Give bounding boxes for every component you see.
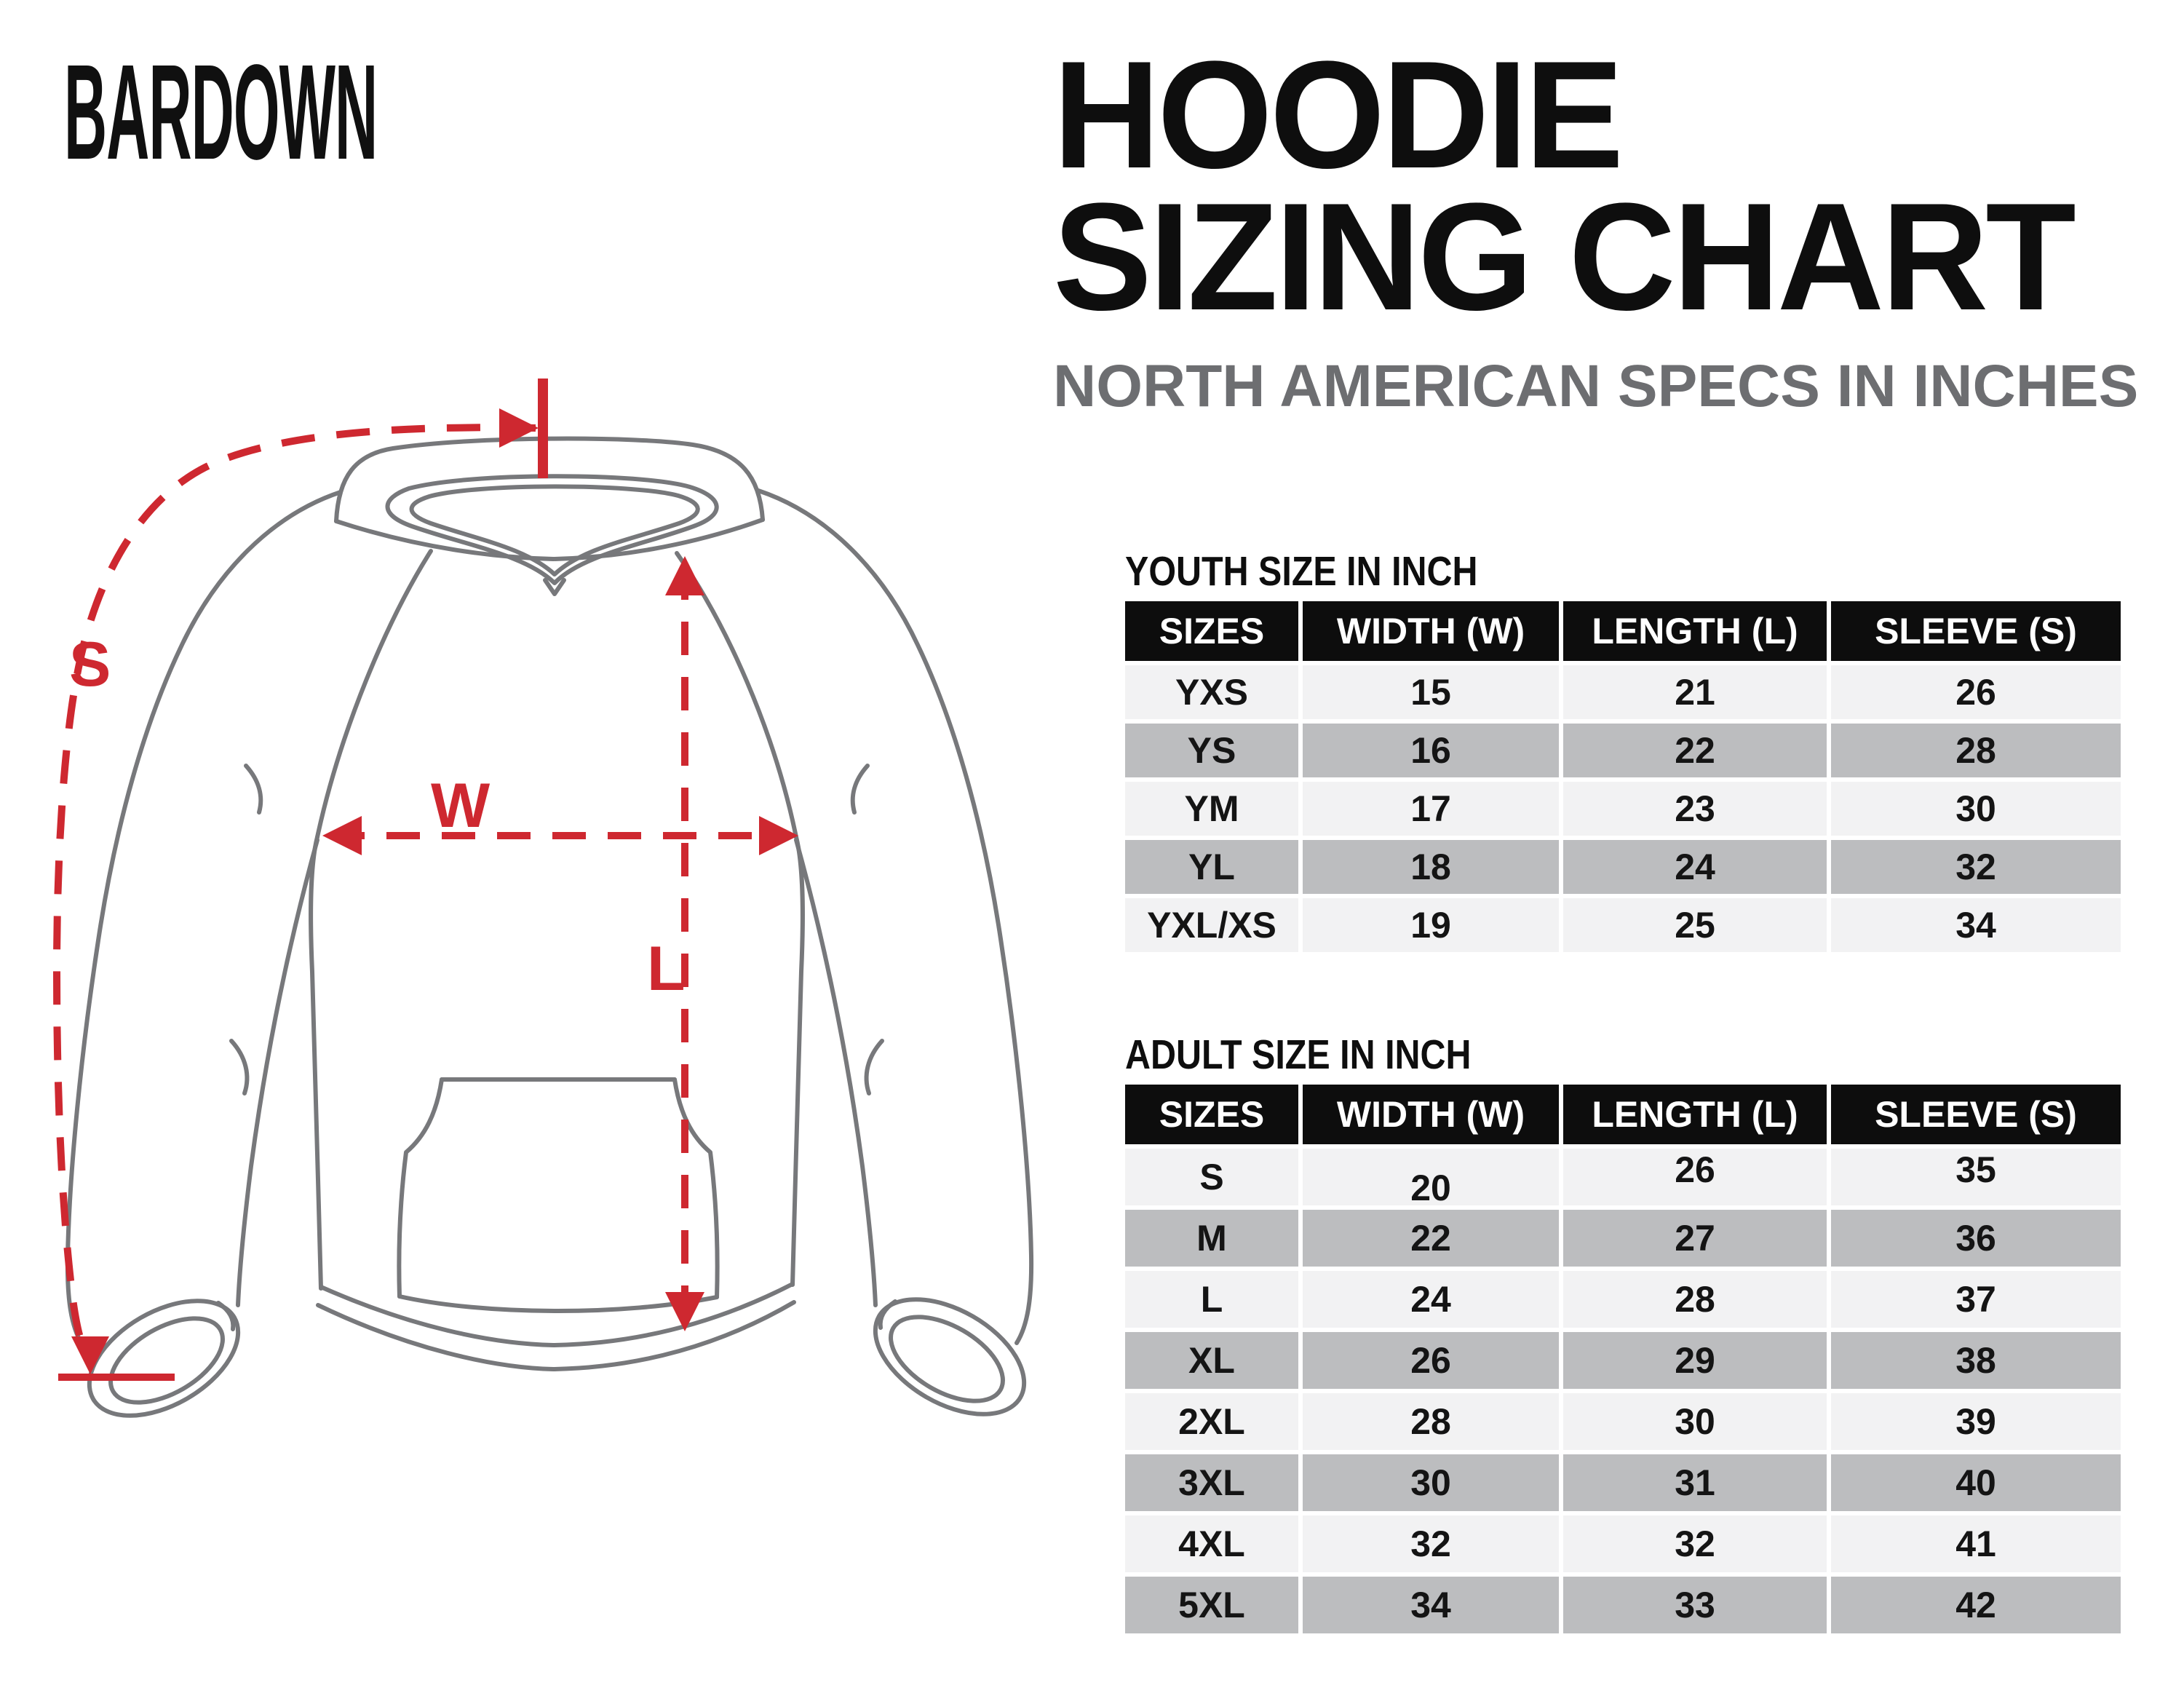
size-cell: L [1125,1271,1298,1328]
table-row [1125,1271,2121,1328]
width-cell: 24 [1303,1271,1559,1328]
table-row [1125,1393,2121,1450]
length-cell: 32 [1563,1515,1827,1572]
table-header-row [1125,601,2121,661]
adult-size-table [1121,1080,2125,1638]
sleeve-arrow-right-icon [499,408,539,448]
page-title-line1: HOODIE [1053,29,1621,200]
sleeve-cell: 37 [1831,1271,2121,1328]
size-cell: YXL/XS [1125,898,1298,952]
sleeve-cell [1831,1149,2121,1205]
width-value: 20 [1410,1168,1451,1208]
size-cell: 5XL [1125,1577,1298,1633]
width-cell: 28 [1303,1393,1559,1450]
header-length: LENGTH (L) [1563,601,1827,661]
length-cell: 30 [1563,1393,1827,1450]
sleeve-label: S [69,630,111,700]
sleeve-cell: 36 [1831,1210,2121,1267]
bardown-logo: BARDOWN [64,37,378,188]
size-cell: 4XL [1125,1515,1298,1572]
width-label: W [431,771,491,841]
length-arrow-down-icon [665,1292,704,1331]
width-cell [1303,1149,1559,1208]
table-row [1125,1210,2121,1267]
length-label: L [647,934,686,1004]
width-cell: 16 [1303,724,1559,777]
table-row [1125,898,2121,952]
width-cell: 34 [1303,1577,1559,1633]
length-cell: 28 [1563,1271,1827,1328]
hoodie-diagram [0,0,1092,1499]
size-cell: YXS [1125,665,1298,719]
length-cell [1563,1149,1827,1205]
header-sizes: SIZES [1125,601,1298,661]
width-cell: 30 [1303,1454,1559,1511]
sleeve-cell: 39 [1831,1393,2121,1450]
page-subtitle: NORTH AMERICAN SPECS IN INCHES [1053,353,2139,419]
table-header-row [1125,1085,2121,1144]
width-cell: 26 [1303,1332,1559,1389]
length-cell: 29 [1563,1332,1827,1389]
sleeve-cell: 26 [1831,665,2121,719]
length-cell: 23 [1563,782,1827,836]
table-row [1125,840,2121,894]
sleeve-cell: 32 [1831,840,2121,894]
length-cell: 24 [1563,840,1827,894]
sleeve-measure-line [57,427,536,1355]
width-arrow-left-icon [322,816,362,855]
length-cell: 21 [1563,665,1827,719]
size-cell: S [1125,1149,1298,1205]
width-cell: 18 [1303,840,1559,894]
length-cell: 33 [1563,1577,1827,1633]
adult-table-title: ADULT SIZE IN INCH [1125,1031,1472,1078]
header-width: WIDTH (W) [1303,1085,1559,1144]
sleeve-cell: 28 [1831,724,2121,777]
page-title [1053,29,2073,342]
table-row [1125,665,2121,719]
hoodie-outline [68,439,1044,1440]
sleeve-cell: 41 [1831,1515,2121,1572]
length-value: 26 [1675,1149,1715,1190]
header-width: WIDTH (W) [1303,601,1559,661]
size-cell: YM [1125,782,1298,836]
width-cell: 17 [1303,782,1559,836]
size-cell: 2XL [1125,1393,1298,1450]
size-cell: M [1125,1210,1298,1267]
header-sleeve: SLEEVE (S) [1831,1085,2121,1144]
size-cell: YL [1125,840,1298,894]
table-row [1125,1577,2121,1633]
sleeve-value: 35 [1955,1149,1996,1190]
page-title-line2: SIZING CHART [1053,171,2073,342]
width-cell: 32 [1303,1515,1559,1572]
table-row [1125,1454,2121,1511]
header-sizes: SIZES [1125,1085,1298,1144]
sleeve-cell: 34 [1831,898,2121,952]
table-row [1125,1515,2121,1572]
length-cell: 27 [1563,1210,1827,1267]
width-cell: 22 [1303,1210,1559,1267]
size-cell: 3XL [1125,1454,1298,1511]
sleeve-cell: 38 [1831,1332,2121,1389]
length-cell: 31 [1563,1454,1827,1511]
youth-size-table [1121,597,2125,956]
sleeve-arrow-down-icon [71,1336,109,1374]
length-cell: 25 [1563,898,1827,952]
width-cell: 19 [1303,898,1559,952]
sleeve-cell: 42 [1831,1577,2121,1633]
table-row [1125,1149,2121,1205]
width-cell: 15 [1303,665,1559,719]
size-cell: XL [1125,1332,1298,1389]
length-cell: 22 [1563,724,1827,777]
table-row [1125,724,2121,777]
header-length: LENGTH (L) [1563,1085,1827,1144]
header-sleeve: SLEEVE (S) [1831,601,2121,661]
sleeve-cell: 40 [1831,1454,2121,1511]
youth-table-title: YOUTH SIZE IN INCH [1125,548,1478,595]
sleeve-cell: 30 [1831,782,2121,836]
length-arrow-up-icon [665,556,704,595]
table-row [1125,1332,2121,1389]
table-row [1125,782,2121,836]
size-cell: YS [1125,724,1298,777]
